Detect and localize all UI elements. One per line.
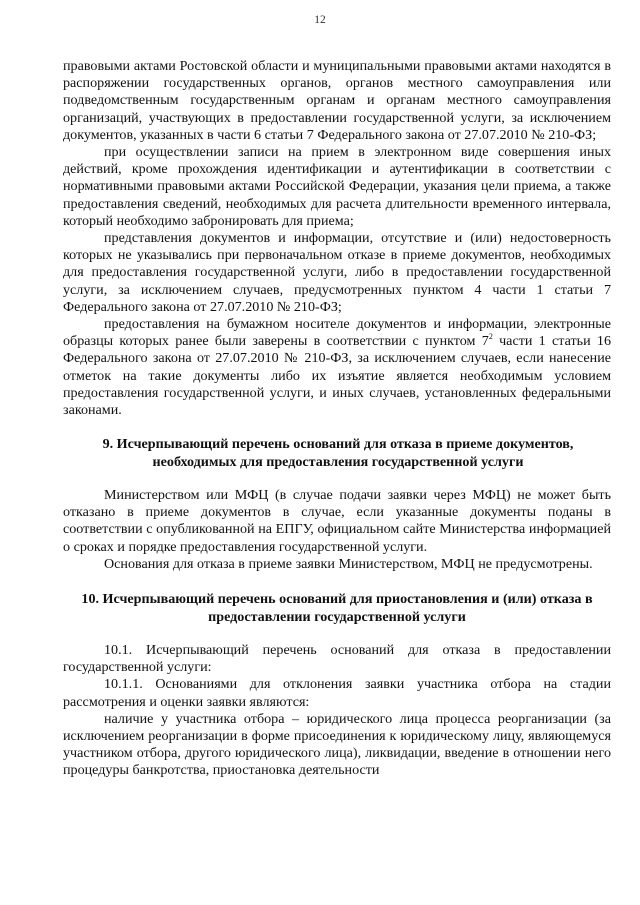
paragraph-top-2: при осуществлении записи на прием в электронном виде совершения иных действий, кроме прохождения идентификации и аутентификации в соответствии с нормативными правовыми актами Российской Федерации, указания цели приема, а также предоставления сведений, необходимых для расчета длительности временного интервала, который необходимо забронировать для приема; xyxy=(63,144,611,229)
section-10-paragraph-3: наличие у участника отбора – юридического лица процесса реорганизации (за исключением реорганизации в форме присоединения к юридическому лицу, являющемуся участником отбора, другого юридического лица), ликвидации, введение в отношении него процедуры банкротства, приостановка деятельности xyxy=(63,710,611,779)
section-10-paragraph-2: 10.1.1. Основаниями для отклонения заявки участника отбора на стадии рассмотрения и оценки заявки являются: xyxy=(63,676,611,710)
paragraph-top-3: представления документов и информации, отсутствие и (или) недостоверность которых не указывались при первоначальном отказе в приеме документов, необходимых для предоставления государственной услуги, либо в предоставлении государственной услуги, за исключением случаев, предусмотренных пунктом 4 части 1 статьи 7 Федерального закона от 27.07.2010 № 210-ФЗ; xyxy=(63,230,611,315)
section-9-paragraph-1: Министерством или МФЦ (в случае подачи заявки через МФЦ) не может быть отказано в приеме документов в случае, если указанные документы поданы в соответствии с опубликованной на ЕПГУ, официальном сайте Министерства информацией о сроках и порядке предоставления государственной услуги. xyxy=(63,487,611,555)
section-10-paragraph-1: 10.1. Исчерпывающий перечень оснований для отказа в предоставлении государственной услуги: xyxy=(63,641,611,676)
document-body xyxy=(63,58,611,780)
footnote-superscript: 2 xyxy=(488,332,493,342)
section-10-heading: 10. Исчерпывающий перечень оснований для приостановления и (или) отказа в предоставлении государственной услуги xyxy=(81,591,593,625)
section-9-heading: 9. Исчерпывающий перечень оснований для отказа в приеме документов, необходимых для предоставления государственной услуги xyxy=(102,436,574,470)
paragraph-top-1: правовыми актами Ростовской области и муниципальными правовыми актами находятся в распоряжении государственных органов, органов местного самоуправления или подведомственным государственным органам и органам местного самоуправления организаций, участвующих в предоставлении государственной услуги, за исключением документов, указанных в части 6 статьи 7 Федерального закона от 27.07.2010 № 210-ФЗ; xyxy=(63,58,611,143)
page-number: 12 xyxy=(314,14,326,26)
paragraph-top-4 xyxy=(63,316,611,419)
paragraph-top-4-before: предоставления на бумажном носителе документов и информации, электронные образцы которых ранее были заверены в соответствии с пунктом 7 xyxy=(63,316,611,350)
paragraph-top-4-after: части 1 статьи 16 Федерального закона от 27.07.2010 № 210-ФЗ, за исключением случаев, если нанесение отметок на такие документы либо их изъятие является необходимым условием предоставления государственной услуги, и иных случаев, установленных федеральными законами. xyxy=(63,333,611,419)
section-9-paragraph-2: Основания для отказа в приеме заявки Министерством, МФЦ не предусмотрены. xyxy=(104,555,593,572)
